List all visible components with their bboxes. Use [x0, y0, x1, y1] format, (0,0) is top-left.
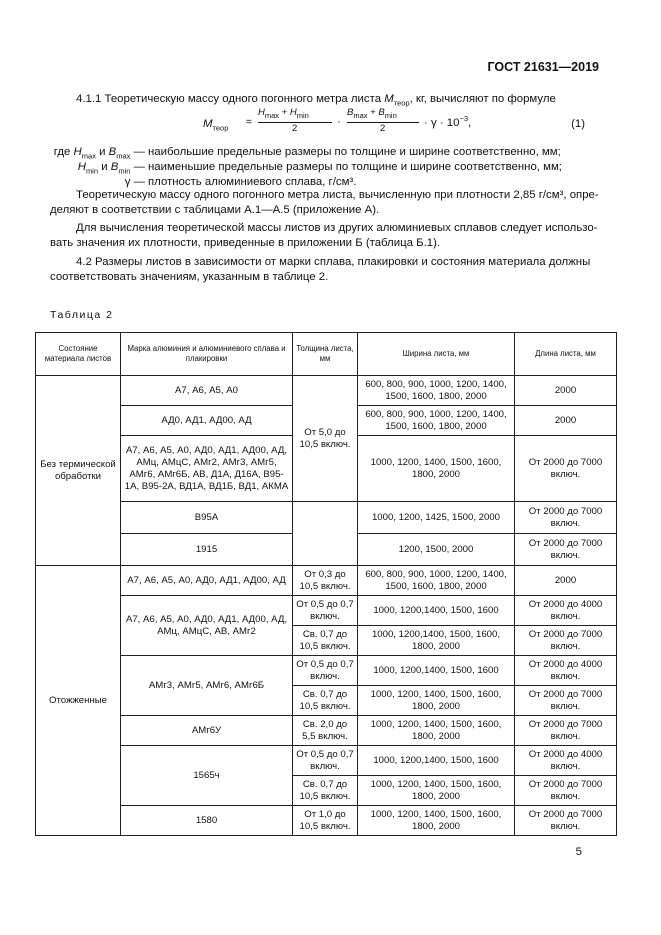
paragraph-text: 4.1.1 Теоретическую массу одного погонного метра листа — [76, 93, 385, 105]
table-row — [36, 746, 617, 776]
header-width: Ширина листа, мм — [358, 333, 515, 376]
formula-den2: 2 — [380, 123, 386, 134]
header-state: Состояние материала листов — [36, 333, 121, 376]
table-row — [36, 502, 617, 534]
cell-thickness: Св. 0,7 до 10,5 включ. — [293, 686, 358, 716]
cell-grade: А7, А6, А5, А0, АД0, АД1, АД00, АД — [121, 566, 293, 596]
definitions — [50, 145, 590, 190]
paragraph-theor-line2: деляют в соответствии с таблицами А.1—А.5 (приложение А). — [50, 204, 380, 216]
paragraph-other-line2: вать значения их плотности, приведенные в приложении Б (таблица Б.1). — [50, 237, 441, 249]
cell-length: От 2000 до 4000 включ. — [515, 656, 617, 686]
cell-length: От 2000 до 7000 включ. — [515, 776, 617, 806]
paragraph-text-after: , кг, вычисляют по формуле — [409, 93, 556, 105]
formula-dot: · — [337, 116, 341, 128]
cell-grade: А7, А6, А5, А0 — [121, 376, 293, 406]
cell-grade: 1565ч — [121, 746, 293, 806]
cell-length: От 2000 до 7000 включ. — [515, 626, 617, 656]
cell-width: 1000, 1200, 1400, 1500, 1600, 1800, 2000 — [358, 806, 515, 836]
formula-num2: $B_{max} + B_{min}$ — [347, 107, 397, 120]
cell-thickness: От 0,5 до 0,7 включ. — [293, 596, 358, 626]
table-row — [36, 376, 617, 406]
cell-thickness: Св. 2,0 до 5,5 включ. — [293, 716, 358, 746]
cell-thickness: Св. 0,7 до 10,5 включ. — [293, 776, 358, 806]
definition-row: γ — плотность алюминиевого сплава, г/см³. — [124, 176, 357, 188]
var-m: M — [384, 93, 394, 105]
paragraph-other-line1: Для вычисления теоретической массы листов из других алюминиевых сплавов следует использо- — [76, 222, 598, 234]
header-length: Длина листа, мм — [515, 333, 617, 376]
cell-width: 1000, 1200, 1400, 1500, 1600, 1800, 2000 — [358, 436, 515, 502]
cell-thickness: От 0,5 до 0,7 включ. — [293, 656, 358, 686]
cell-state: Без термической обработки — [36, 376, 121, 566]
cell-width: 1000, 1200,1400, 1500, 1600 — [358, 746, 515, 776]
cell-length: От 2000 до 4000 включ. — [515, 596, 617, 626]
paragraph-4-1-1 — [76, 92, 556, 107]
paragraph-4-2-line2: соответствовать значениям, указанным в таблице 2. — [50, 271, 329, 283]
cell-length: От 2000 до 7000 включ. — [515, 436, 617, 502]
formula-1 — [203, 107, 503, 140]
cell-width: 600, 800, 900, 1000, 1200, 1400, 1500, 1600, 1800, 2000 — [358, 376, 515, 406]
cell-grade: АМг3, АМг5, АМг6, АМг6Б — [121, 656, 293, 716]
cell-grade: 1580 — [121, 806, 293, 836]
definition-row: $H_{min}$ и $B_{min}$ — наименьшие предельные размеры по толщине и ширине соответственно, мм; — [77, 161, 562, 176]
cell-length: От 2000 до 7000 включ. — [515, 806, 617, 836]
cell-width: 1000, 1200,1400, 1500, 1600 — [358, 656, 515, 686]
table-2 — [35, 332, 617, 836]
table-row — [36, 656, 617, 686]
cell-width: 1200, 1500, 2000 — [358, 534, 515, 566]
definition-row: где $H_{max}$ и $B_{max}$ — наибольшие предельные размеры по толщине и ширине соответственно, мм; — [53, 146, 561, 161]
cell-thickness: От 5,0 до 10,5 включ. — [293, 376, 358, 502]
cell-grade: А7, А6, А5, А0, АД0, АД1, АД00, АД, АМц, АМцС, АВ, АМг2 — [121, 596, 293, 656]
cell-thickness: Св. 0,7 до 10,5 включ. — [293, 626, 358, 656]
cell-length: 2000 — [515, 566, 617, 596]
page-number: 5 — [575, 846, 582, 858]
formula-tail: · $\gamma \cdot 10^{-3}$, — [424, 114, 472, 129]
formula-lhs: $M_{теор}$ — [203, 118, 229, 133]
paragraph-theor-line1: Теоретическую массу одного погонного метра листа, вычисленную при плотности 2,85 г/см³, опре- — [76, 189, 599, 201]
cell-thickness: От 1,0 до 10,5 включ. — [293, 806, 358, 836]
table-row — [36, 596, 617, 626]
cell-width: 1000, 1200,1400, 1500, 1600, 1800, 2000 — [358, 626, 515, 656]
cell-width: 1000, 1200, 1400, 1500, 1600, 1800, 2000 — [358, 686, 515, 716]
paragraph-4-2-line1: 4.2 Размеры листов в зависимости от марки сплава, плакировки и состояния материала должны — [76, 256, 591, 268]
cell-length: От 2000 до 7000 включ. — [515, 716, 617, 746]
cell-length: От 2000 до 7000 включ. — [515, 534, 617, 566]
cell-width: 1000, 1200, 1425, 1500, 2000 — [358, 502, 515, 534]
cell-thickness: От 0,3 до 10,5 включ. — [293, 566, 358, 596]
document-code: ГОСТ 21631—2019 — [487, 60, 599, 74]
table-caption: Таблица 2 — [50, 309, 114, 321]
cell-length: 2000 — [515, 376, 617, 406]
cell-length: От 2000 до 4000 включ. — [515, 746, 617, 776]
table-header-row — [36, 333, 617, 376]
formula-number: (1) — [571, 118, 585, 130]
table-row — [36, 566, 617, 596]
cell-length: От 2000 до 7000 включ. — [515, 686, 617, 716]
formula-den1: 2 — [292, 123, 298, 134]
cell-grade: АД0, АД1, АД00, АД — [121, 406, 293, 436]
cell-width: 1000, 1200, 1400, 1500, 1600, 1800, 2000 — [358, 716, 515, 746]
cell-width: 1000, 1200, 1400, 1500, 1600, 1800, 2000 — [358, 776, 515, 806]
cell-thickness-empty — [293, 502, 358, 566]
cell-width: 600, 800, 900, 1000, 1200, 1400, 1500, 1600, 1800, 2000 — [358, 406, 515, 436]
formula-eq: = — [246, 117, 252, 128]
header-thickness: Толщина листа, мм — [293, 333, 358, 376]
cell-grade: АМг6У — [121, 716, 293, 746]
var-m-sub: теор — [393, 98, 410, 108]
cell-width: 1000, 1200,1400, 1500, 1600 — [358, 596, 515, 626]
cell-thickness: От 0,5 до 0,7 включ. — [293, 746, 358, 776]
table-row — [36, 806, 617, 836]
header-grade: Марка алюминия и алюминиевого сплава и плакировки — [121, 333, 293, 376]
table-row — [36, 716, 617, 746]
cell-length: 2000 — [515, 406, 617, 436]
cell-state: Отожженные — [36, 566, 121, 836]
cell-grade: В95А — [121, 502, 293, 534]
cell-grade: 1915 — [121, 534, 293, 566]
cell-grade: А7, А6, А5, А0, АД0, АД1, АД00, АД, АМц, АМцС, АМг2, АМг3, АМг5, АМг6, АМг6Б, АВ, Д1А, Д16А, В95-1А, В95-2А, ВД1А, ВД1Б, ВД1, АКМА — [121, 436, 293, 502]
formula-num1: $H_{max} + H_{min}$ — [258, 107, 309, 120]
cell-length: От 2000 до 7000 включ. — [515, 502, 617, 534]
cell-width: 600, 800, 900, 1000, 1200, 1400, 1500, 1600, 1800, 2000 — [358, 566, 515, 596]
